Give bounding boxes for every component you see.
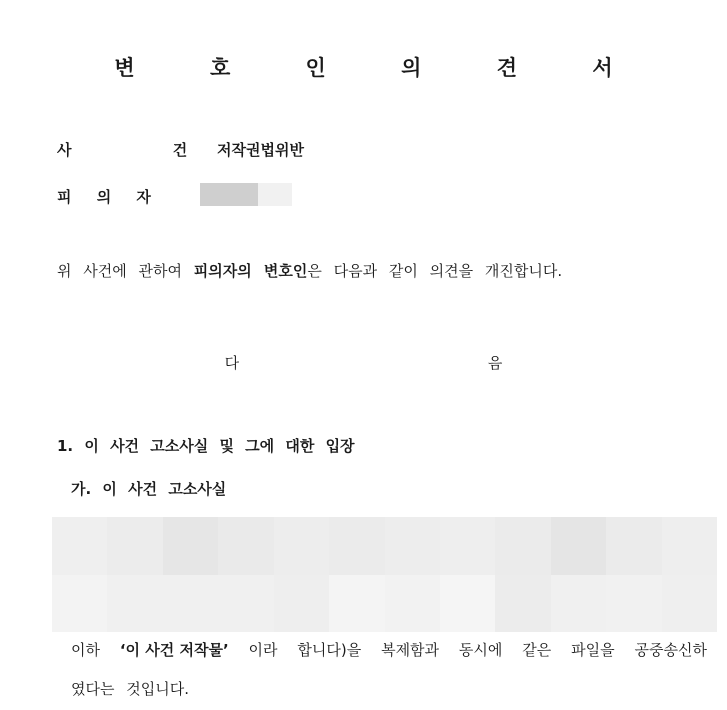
- suspect-label: 피 의 자: [57, 188, 161, 206]
- redaction-cell: [385, 575, 440, 633]
- redaction-cell: [606, 517, 661, 575]
- redaction-cell: [551, 517, 606, 575]
- redaction-cell: [495, 575, 550, 633]
- redaction-cell: [274, 517, 329, 575]
- body-line-1: [71, 639, 707, 660]
- redaction-cell: [52, 575, 107, 633]
- redaction-cell: [440, 575, 495, 633]
- body-word: ‘이 사건 저작물’: [119, 641, 229, 659]
- body-line-2: 였다는 것입니다.: [71, 680, 189, 698]
- redaction-cell: [107, 517, 162, 575]
- redaction-cell: [329, 517, 384, 575]
- document-title: 변 호 인 의 견 서: [114, 56, 647, 80]
- redaction-cell: [440, 517, 495, 575]
- body-word: 합니다)을: [297, 641, 362, 659]
- redaction-cell: [662, 517, 717, 575]
- body-word: 이라: [248, 641, 278, 659]
- redaction-cell: [662, 575, 717, 633]
- body-word: 같은: [522, 641, 552, 659]
- redacted-suspect-name: [200, 183, 292, 206]
- redaction-cell: [218, 575, 273, 633]
- redaction-cell: [551, 575, 606, 633]
- body-word: 동시에: [458, 641, 503, 659]
- case-value: 저작권법위반: [217, 141, 304, 159]
- intro-text-after: 은 다음과 같이 의견을 개진합니다.: [307, 262, 563, 280]
- intro-text-before: 위 사건에 관하여: [57, 262, 194, 280]
- center-heading: 다 음: [224, 354, 625, 372]
- redaction-block: [258, 183, 292, 206]
- redaction-cell: [495, 517, 550, 575]
- section-1-subheading: 가. 이 사건 고소사실: [71, 480, 227, 498]
- redaction-cell: [52, 517, 107, 575]
- body-word: 복제함과: [381, 641, 440, 659]
- body-word: 공중송신하: [634, 641, 707, 659]
- redaction-cell: [163, 517, 218, 575]
- redaction-cell: [606, 575, 661, 633]
- redaction-cell: [329, 575, 384, 633]
- redaction-cell: [385, 517, 440, 575]
- redaction-block: [200, 183, 258, 206]
- intro-paragraph: [57, 260, 562, 281]
- section-1-heading: 1. 이 사건 고소사실 및 그에 대한 입장: [57, 437, 355, 455]
- case-label: 사 건: [57, 141, 236, 159]
- redaction-cell: [274, 575, 329, 633]
- redacted-paragraph: [52, 517, 717, 632]
- body-word: 이하: [71, 641, 100, 659]
- redaction-cell: [218, 517, 273, 575]
- body-word: 파일을: [571, 641, 615, 659]
- redaction-cell: [163, 575, 218, 633]
- intro-text-bold: 피의자의 변호인: [193, 262, 308, 280]
- redaction-cell: [107, 575, 162, 633]
